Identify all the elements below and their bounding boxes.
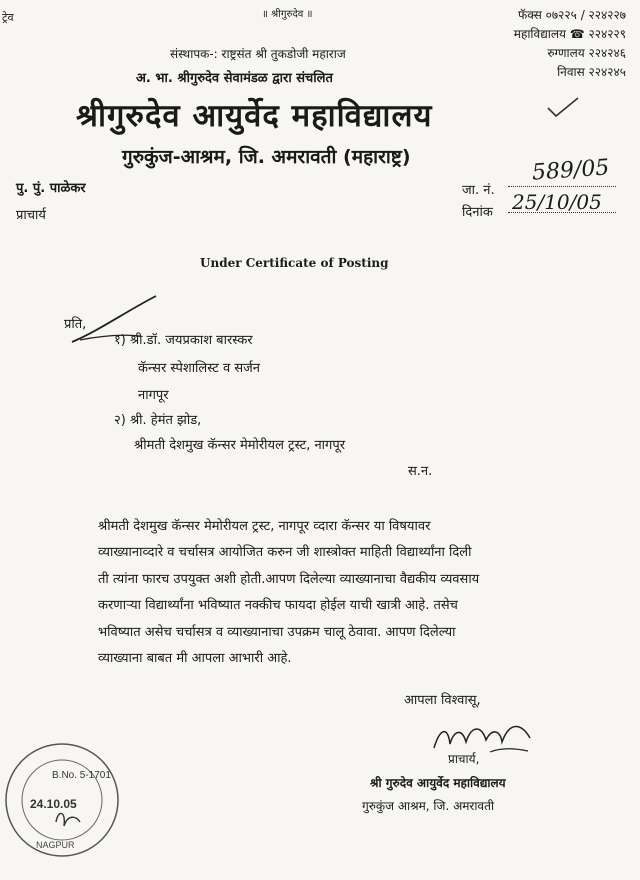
managed-by-line: अ. भा. श्रीगुरुदेव सेवामंडळ द्वारा संचलित bbox=[136, 71, 333, 86]
principal-title: प्राचार्य bbox=[16, 208, 46, 223]
college-address-line: गुरुकुंज-आश्रम, जि. अमरावती (महाराष्ट्र) bbox=[122, 146, 411, 168]
residence-phone: निवास २२४२४५ bbox=[557, 65, 626, 79]
principal-name: पु. पुं. पाळेकर bbox=[16, 181, 86, 196]
date-handwritten: 25/10/05 bbox=[512, 190, 602, 214]
corner-fragment-text: ट्रेव bbox=[2, 11, 14, 24]
body-line: ती त्यांना फारच उपयुक्त अशी होती.आपण दिलेल्या व्याख्यानाचा वैद्यकीय व्यवसाय bbox=[98, 571, 480, 587]
addressee-2-name: २) श्री. हेमंत झोड, bbox=[114, 413, 202, 428]
signature-address-stamp: गुरुकुंज आश्रम, जि. अमरावती bbox=[362, 799, 495, 813]
stamp-date: 24.10.05 bbox=[30, 797, 77, 811]
body-line: व्याख्यानाव्दारे व चर्चासत्र आयोजित करुन जी शास्त्रोक्त माहिती विद्यार्थ्यांना दिली bbox=[98, 545, 472, 561]
hospital-phone: रुग्णालय २२४२४६ bbox=[547, 46, 626, 60]
addressee-1-name: १) श्री.डॉ. जयप्रकाश बारस्कर bbox=[114, 333, 253, 348]
handwritten-signature bbox=[430, 718, 540, 758]
stamp-city: NAGPUR bbox=[36, 840, 75, 850]
reference-number-handwritten: 589/05 bbox=[531, 155, 611, 186]
salutation-text: स.न. bbox=[408, 464, 433, 479]
addressee-1-city: नागपूर bbox=[138, 388, 169, 403]
certificate-of-posting-stamp: Under Certificate of Posting bbox=[200, 256, 389, 270]
body-line: श्रीमती देशमुख कॅन्सर मेमोरीयल ट्रस्ट, नागपूर व्दारा कॅन्सर या विषयावर bbox=[98, 519, 431, 534]
closing-text: आपला विश्वासू, bbox=[404, 693, 481, 708]
signature-college-stamp: श्री गुरुदेव आयुर्वेद महाविद्यालय bbox=[370, 776, 506, 790]
founder-line: संस्थापक-: राष्ट्रसंत श्री तुकडोजी महाराज bbox=[170, 47, 346, 61]
addressee-2-organization: श्रीमती देशमुख कॅन्सर मेमोरीयल ट्रस्ट, नागपूर bbox=[134, 438, 346, 453]
reference-label: जा. नं. bbox=[462, 183, 495, 198]
addressee-1-designation: कॅन्सर स्पेशालिस्ट व सर्जन bbox=[138, 361, 260, 376]
bleed-through-heading bbox=[418, 36, 442, 64]
body-line: भविष्यात असेच चर्चासत्र व व्याख्यानाचा उपक्रम चालू ठेवावा. आपण दिलेल्या bbox=[98, 624, 456, 640]
college-phone: महाविद्यालय ☎ २२४२२९ bbox=[513, 27, 626, 41]
fax-number: फॅक्स ०७२२५ / २२४२२७ bbox=[518, 8, 626, 22]
body-line: व्याख्याना बाबत मी आपला आभारी आहे. bbox=[98, 651, 292, 667]
body-line: करणाऱ्या विद्यार्थ्यांना भविष्यात नक्कीच फायदा होईल याची खात्री आहे. तसेच bbox=[98, 598, 458, 614]
bleed-through-left bbox=[0, 712, 10, 723]
to-label: प्रति, bbox=[64, 317, 87, 332]
reference-dotted-line bbox=[508, 186, 616, 187]
letter-body bbox=[98, 514, 568, 672]
college-name-heading: श्रीगुरुदेव आयुर्वेद महाविद्यालय bbox=[76, 98, 433, 134]
contact-numbers bbox=[514, 6, 626, 82]
stamp-number: B.No. 5-1701 bbox=[52, 770, 111, 781]
invocation-text: ॥ श्रीगुरुदेव ॥ bbox=[262, 9, 313, 20]
signature-title: प्राचार्य, bbox=[448, 752, 480, 766]
check-mark-icon bbox=[544, 94, 584, 124]
postal-stamp-seal bbox=[0, 730, 130, 860]
date-label: दिनांक bbox=[462, 205, 493, 220]
